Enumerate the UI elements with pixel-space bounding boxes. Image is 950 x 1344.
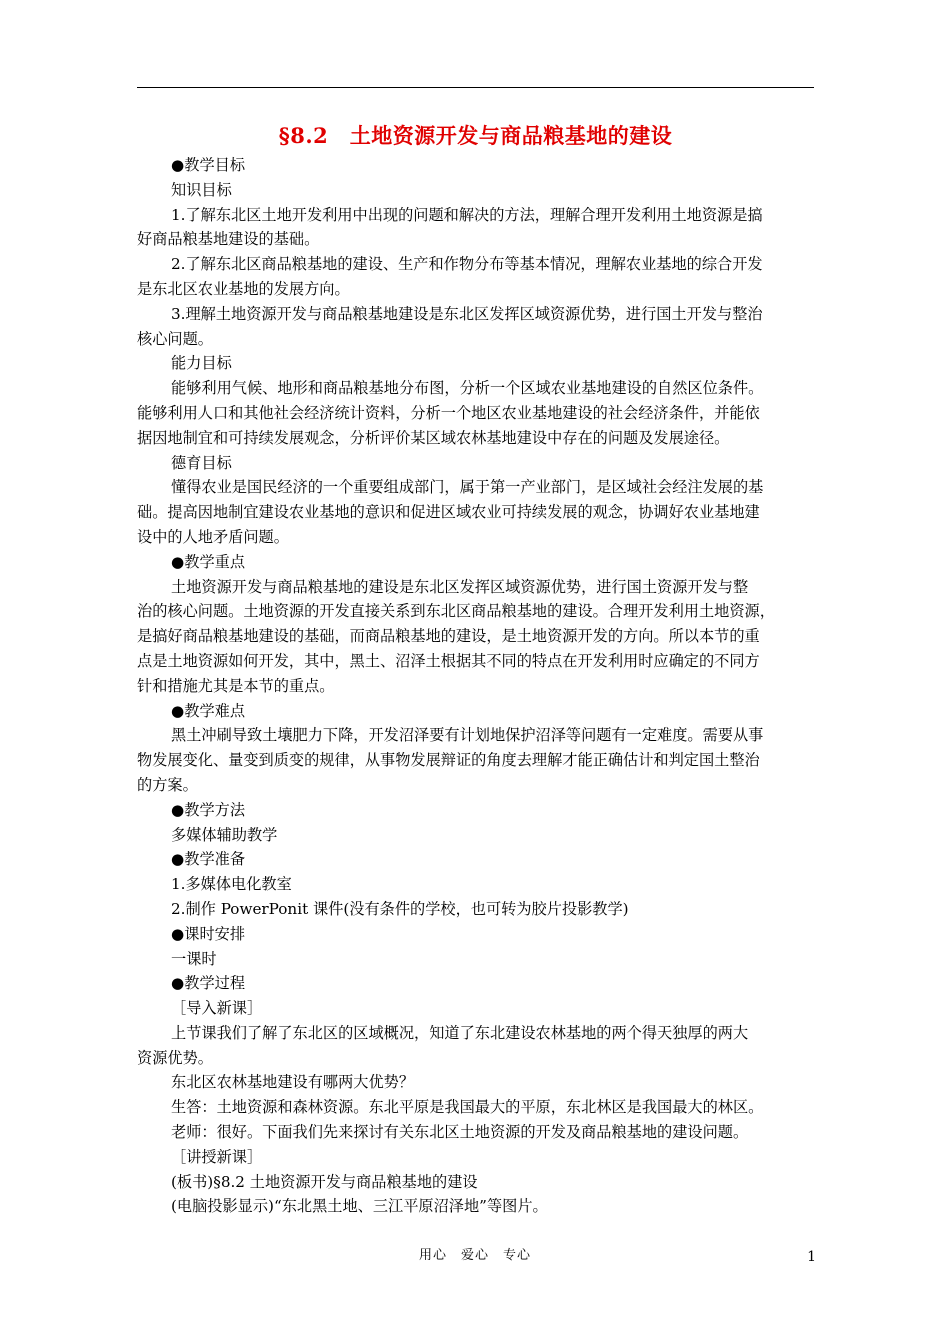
text-line: 设中的人地矛盾问题。 (137, 527, 289, 546)
text-line: (板书)§8.2 土地资源开发与商品粮基地的建设 (171, 1172, 478, 1191)
text-line: ●教学准备 (171, 850, 246, 869)
text-line: ［讲授新课］ (171, 1147, 263, 1166)
text-line: 东北区农林基地建设有哪两大优势？ (171, 1073, 414, 1092)
text-line: ［导入新课］ (171, 999, 263, 1018)
text-line: 的方案。 (137, 775, 198, 794)
text-line: 土地资源开发与商品粮基地的建设是东北区发挥区域资源优势，进行国土资源开发与整 (171, 577, 749, 596)
text-line: 一课时 (171, 949, 217, 968)
text-line: 知识目标 (171, 180, 232, 199)
page-number: 1 (807, 1249, 816, 1265)
paragraph-lines (137, 153, 814, 1219)
text-line: 能够利用人口和其他社会经济统计资料，分析一个地区农业基地建设的社会经济条件，并能依 (137, 403, 760, 422)
text-line: ●教学过程 (171, 974, 246, 993)
text-line: 好商品粮基地建设的基础。 (137, 230, 320, 249)
footer-slogan: 用心 爱心 专心 (418, 1248, 531, 1263)
text-line: 黑土冲刷导致土壤肥力下降，开发沼泽要有计划地保护沼泽等问题有一定难度。需要从事 (171, 726, 764, 745)
text-line: 治的核心问题。土地资源的开发直接关系到东北区商品粮基地的建设。合理开发利用土地资源， (137, 602, 775, 621)
text-line: 德育目标 (171, 453, 232, 472)
text-line: ●教学方法 (171, 800, 246, 819)
text-line: 生答：土地资源和森林资源。东北平原是我国最大的平原，东北林区是我国最大的林区。 (171, 1098, 764, 1117)
text-line: 能力目标 (171, 354, 232, 373)
text-line: 2.了解东北区商品粮基地的建设、生产和作物分布等基本情况，理解农业基地的综合开发 (171, 255, 763, 274)
text-line: 懂得农业是国民经济的一个重要组成部门，属于第一产业部门，是区域社会经注发展的基 (171, 478, 764, 497)
text-line: 资源优势。 (137, 1048, 213, 1067)
text-line: 点是土地资源如何开发，其中，黑土、沼泽土根据其不同的特点在开发利用时应确定的不同方 (137, 651, 760, 670)
text-line: 是东北区农业基地的发展方向。 (137, 279, 350, 298)
text-line: 多媒体辅助教学 (171, 825, 278, 844)
text-line: ●教学目标 (171, 156, 246, 174)
text-line: ●教学重点 (171, 552, 246, 571)
text-line: ●教学难点 (171, 701, 246, 720)
text-line: 1.了解东北区土地开发利用中出现的问题和解决的方法，理解合理开发利用土地资源是搞 (171, 205, 763, 224)
document-body (137, 119, 814, 1219)
header-rule (137, 87, 814, 88)
text-line: (电脑投影显示)“东北黑土地、三江平原沼泽地”等图片。 (171, 1197, 548, 1216)
text-line: 针和措施尤其是本节的重点。 (137, 676, 335, 695)
text-line: ●课时安排 (171, 924, 246, 943)
text-line: 础。提高因地制宜建设农业基地的意识和促进区域农业可持续发展的观念，协调好农业基地建 (137, 503, 760, 522)
text-line: 1.多媒体电化教室 (171, 875, 292, 894)
text-line: 上节课我们了解了东北区的区域概况，知道了东北建设农林基地的两个得天独厚的两大 (171, 1023, 749, 1042)
text-line: 是搞好商品粮基地建设的基础，而商品粮基地的建设，是土地资源开发的方向。所以本节的重 (137, 627, 760, 646)
text-line: 据因地制宜和可持续发展观念，分析评价某区域农林基地建设中存在的问题及发展途径。 (137, 428, 730, 447)
text-line: 3.理解土地资源开发与商品粮基地建设是东北区发挥区域资源优势，进行国土开发与整治 (171, 304, 763, 323)
text-line: 能够利用气候、地形和商品粮基地分布图，分析一个区域农业基地建设的自然区位条件。 (171, 379, 764, 398)
section-title: §8.2 土地资源开发与商品粮基地的建设 (278, 123, 673, 148)
text-line: 核心问题。 (137, 329, 213, 348)
text-line: 老师：很好。下面我们先来探讨有关东北区土地资源的开发及商品粮基地的建设问题。 (171, 1123, 749, 1142)
text-line: 2.制作 PowerPonit 课件(没有条件的学校，也可转为胶片投影教学) (171, 899, 629, 918)
text-line: 物发展变化、量变到质变的规律，从事物发展辩证的角度去理解才能正确估计和判定国土整治 (137, 751, 760, 770)
